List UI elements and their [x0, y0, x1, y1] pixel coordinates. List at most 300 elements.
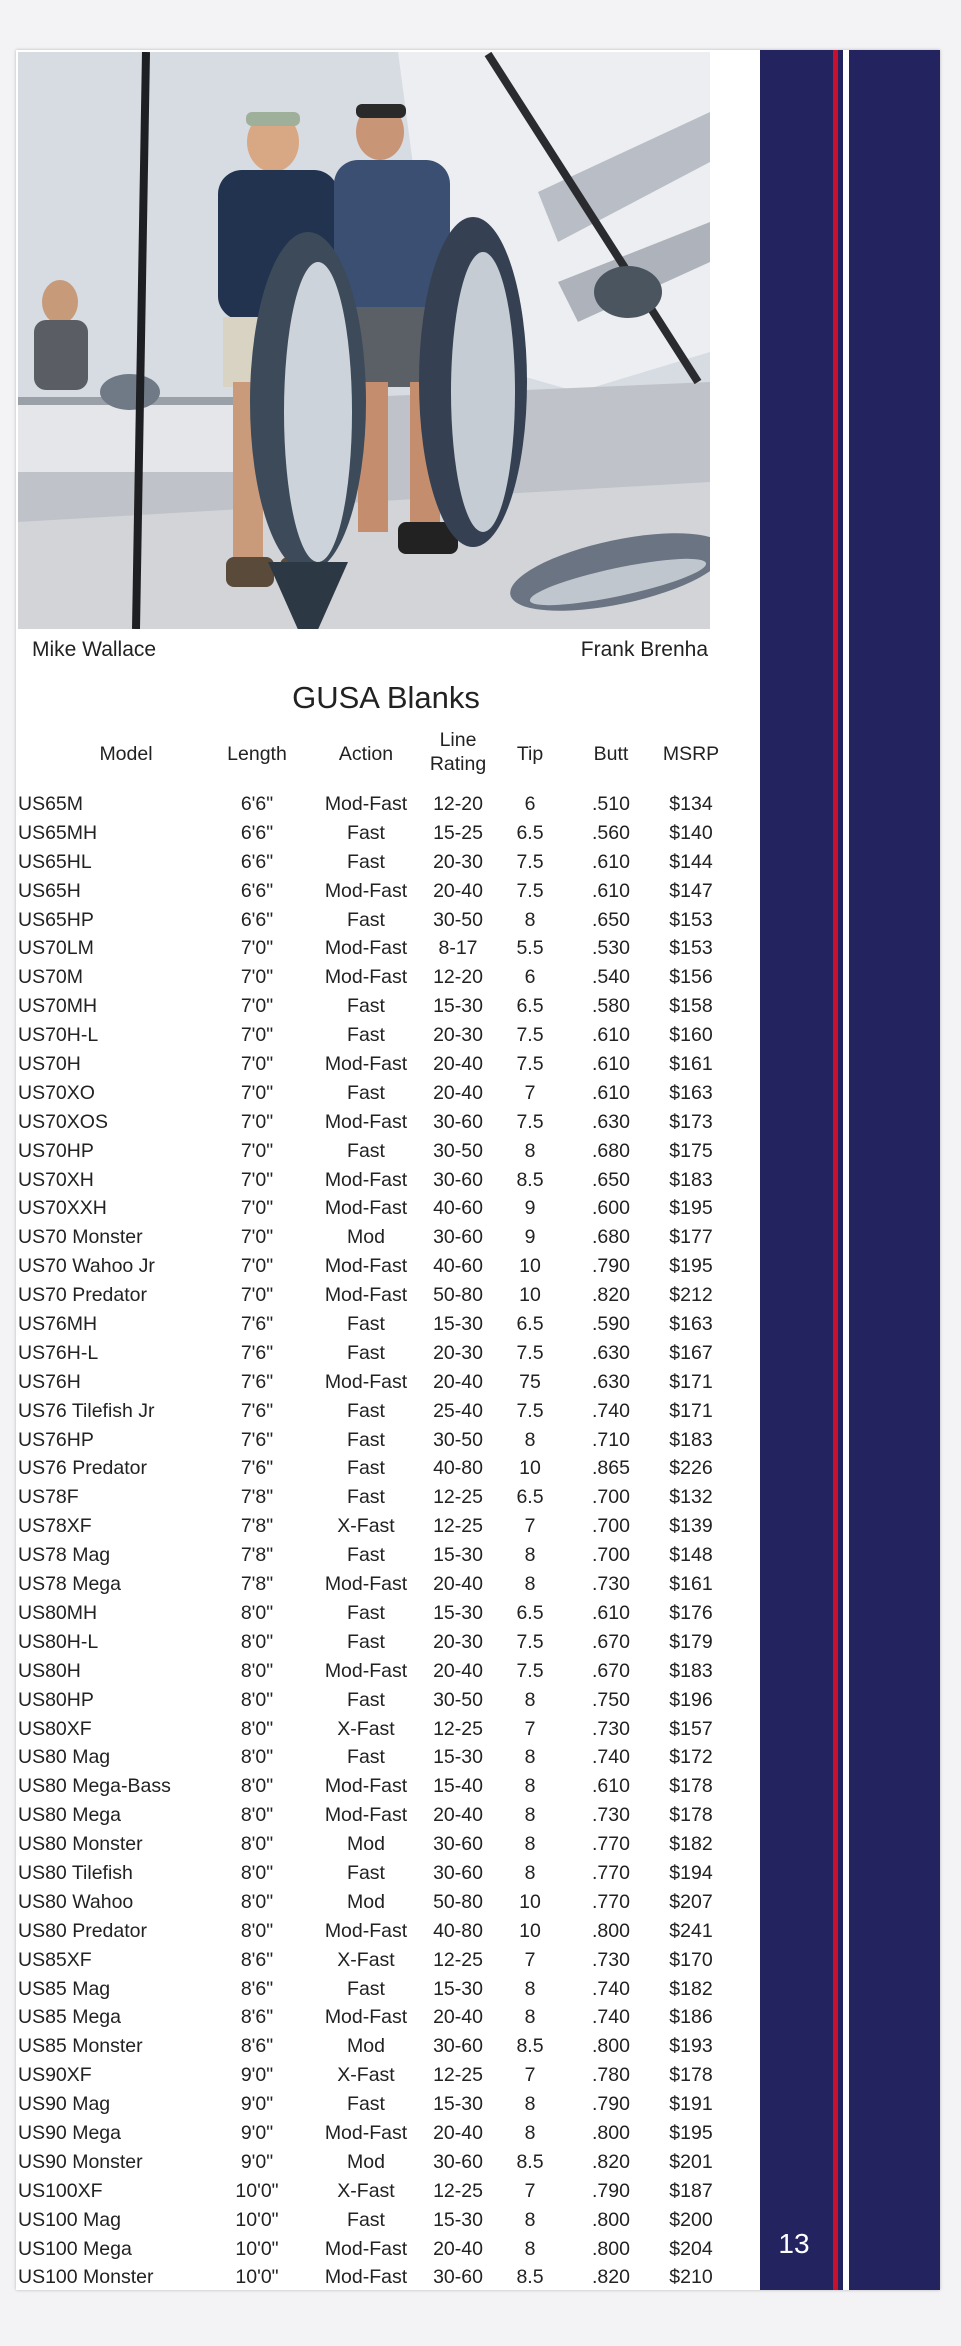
cell-line-rating: 12-25: [433, 1515, 483, 1538]
cell-line-rating: 15-30: [433, 2093, 483, 2116]
cell-action: Mod: [347, 2150, 385, 2173]
cell-butt: .680: [592, 1226, 630, 1249]
cell-model: US65MH: [18, 821, 98, 844]
cell-butt: .820: [592, 2266, 630, 2289]
cell-line-rating: 30-60: [433, 1168, 483, 1191]
cell-length: 7'8": [240, 1486, 274, 1509]
cell-length: 8'0": [240, 1919, 274, 1942]
cell-action: Fast: [347, 1081, 385, 1104]
cell-msrp: $179: [669, 1630, 713, 1653]
cell-model: US70LM: [18, 937, 94, 960]
cell-line-rating: 30-50: [433, 1688, 483, 1711]
cell-model: US90 Mag: [18, 2093, 111, 2116]
header-length: Length: [227, 743, 287, 765]
cell-msrp: $241: [669, 1919, 713, 1942]
cell-action: Fast: [347, 1457, 385, 1480]
cell-model: US90XF: [18, 2064, 92, 2087]
cell-line-rating: 40-60: [433, 1197, 483, 1220]
cell-model: US100 Mega: [18, 2237, 132, 2260]
cell-model: US80 Mega: [18, 1804, 121, 1827]
cell-line-rating: 30-60: [433, 2150, 483, 2173]
cell-tip: 10: [519, 1890, 541, 1913]
cell-butt: .610: [592, 850, 630, 873]
cell-tip: 8: [524, 1804, 536, 1827]
cell-msrp: $175: [669, 1139, 713, 1162]
cell-tip: 75: [519, 1370, 541, 1393]
cell-model: US70XOS: [18, 1110, 108, 1133]
cell-butt: .540: [592, 966, 630, 989]
cell-msrp: $210: [669, 2266, 713, 2289]
cell-butt: .730: [592, 1804, 630, 1827]
cell-line-rating: 50-80: [433, 1890, 483, 1913]
cell-model: US76 Predator: [18, 1457, 147, 1480]
cell-length: 8'0": [240, 1717, 274, 1740]
cell-tip: 8: [524, 2093, 536, 2116]
cell-model: US80HP: [18, 1688, 94, 1711]
cell-line-rating: 30-60: [433, 1110, 483, 1133]
cell-length: 8'0": [240, 1833, 274, 1856]
cell-model: US78 Mega: [18, 1573, 121, 1596]
table-row: [16, 1483, 756, 1512]
cell-model: US65M: [18, 793, 84, 815]
table-row: [16, 2263, 756, 2290]
cell-tip: 8: [524, 1573, 536, 1596]
cell-length: 7'0": [240, 1024, 274, 1047]
cell-model: US85XF: [18, 1948, 92, 1971]
table-row: [16, 2148, 756, 2177]
header-line-rating: [416, 728, 500, 776]
cell-tip: 8.5: [516, 2150, 544, 2173]
cell-action: Fast: [347, 1601, 385, 1624]
cell-line-rating: 20-40: [433, 879, 483, 902]
cell-msrp: $134: [669, 793, 713, 815]
cell-action: X-Fast: [337, 1515, 395, 1538]
table-row: [16, 2177, 756, 2206]
cell-length: 7'8": [240, 1573, 274, 1596]
cell-length: 6'6": [240, 908, 274, 931]
cell-tip: 6: [524, 793, 536, 815]
cell-msrp: $153: [669, 908, 713, 931]
cell-model: US80 Mag: [18, 1746, 111, 1769]
cell-action: Mod-Fast: [324, 1659, 408, 1682]
cell-model: US85 Monster: [18, 2035, 143, 2058]
cell-action: Fast: [347, 2093, 385, 2116]
caption-right: Frank Brenha: [580, 638, 708, 661]
cell-butt: .610: [592, 1053, 630, 1076]
cell-butt: .610: [592, 1081, 630, 1104]
table-row: [16, 1859, 756, 1888]
cell-length: 8'0": [240, 1746, 274, 1769]
cell-model: US76MH: [18, 1313, 98, 1336]
cell-line-rating: 20-40: [433, 2237, 483, 2260]
table-row: [16, 1426, 756, 1455]
cell-butt: .580: [592, 995, 630, 1018]
cell-butt: .670: [592, 1630, 630, 1653]
table-row: [16, 934, 756, 963]
cell-line-rating: 20-30: [433, 1024, 483, 1047]
cell-butt: .610: [592, 1024, 630, 1047]
cell-butt: .630: [592, 1110, 630, 1133]
cell-tip: 7.5: [516, 850, 544, 873]
table-title: GUSA Blanks: [292, 680, 480, 715]
cell-tip: 7: [524, 1948, 536, 1971]
header-line-rating-line2: Rating: [429, 753, 487, 775]
cell-tip: 7.5: [516, 1659, 544, 1682]
cell-tip: 10: [519, 1284, 541, 1307]
cell-line-rating: 12-25: [433, 1486, 483, 1509]
cell-action: Fast: [347, 1977, 385, 2000]
cell-msrp: $182: [669, 1833, 713, 1856]
cell-msrp: $153: [669, 937, 713, 960]
cell-tip: 7.5: [516, 1630, 544, 1653]
cell-length: 7'6": [240, 1457, 274, 1480]
cell-model: US65H: [18, 879, 81, 902]
cell-length: 8'6": [240, 1977, 274, 2000]
cell-butt: .800: [592, 2208, 630, 2231]
cell-length: 7'6": [240, 1428, 274, 1451]
cell-butt: .670: [592, 1659, 630, 1682]
cell-butt: .630: [592, 1341, 630, 1364]
cell-tip: 8: [524, 1977, 536, 2000]
cell-butt: .710: [592, 1428, 630, 1451]
cell-action: Fast: [347, 1313, 385, 1336]
cell-msrp: $207: [669, 1890, 713, 1913]
cell-action: Mod-Fast: [324, 1168, 408, 1191]
cell-line-rating: 12-20: [433, 966, 483, 989]
cell-butt: .730: [592, 1573, 630, 1596]
table-row: [16, 1512, 756, 1541]
cell-line-rating: 15-40: [433, 1775, 483, 1798]
cell-tip: 7.5: [516, 879, 544, 902]
cell-model: US70 Wahoo Jr: [18, 1255, 155, 1278]
cell-model: US85 Mega: [18, 2006, 121, 2029]
cell-line-rating: 30-50: [433, 1428, 483, 1451]
cell-tip: 8: [524, 2208, 536, 2231]
cell-model: US65HL: [18, 850, 92, 873]
cell-line-rating: 20-30: [433, 1341, 483, 1364]
cell-tip: 7: [524, 2179, 536, 2202]
header-tip: Tip: [516, 743, 544, 765]
cell-action: X-Fast: [337, 2064, 395, 2087]
cell-model: US70MH: [18, 995, 98, 1018]
cell-msrp: $173: [669, 1110, 713, 1133]
cell-action: Fast: [347, 1139, 385, 1162]
cell-tip: 6.5: [516, 995, 544, 1018]
cell-length: 7'0": [240, 1284, 274, 1307]
cell-tip: 8: [524, 1861, 536, 1884]
cell-msrp: $160: [669, 1024, 713, 1047]
cell-line-rating: 30-60: [433, 2266, 483, 2289]
cell-model: US85 Mag: [18, 1977, 111, 2000]
cell-tip: 8: [524, 2237, 536, 2260]
cell-model: US80XF: [18, 1717, 92, 1740]
cell-msrp: $196: [669, 1688, 713, 1711]
cell-line-rating: 30-50: [433, 908, 483, 931]
cell-tip: 8: [524, 1544, 536, 1567]
cell-msrp: $195: [669, 1255, 713, 1278]
table-row: [16, 1628, 756, 1657]
cell-length: 7'0": [240, 1226, 274, 1249]
cell-butt: .800: [592, 2237, 630, 2260]
cell-action: Mod-Fast: [324, 1110, 408, 1133]
cell-tip: 8: [524, 1139, 536, 1162]
cell-butt: .560: [592, 821, 630, 844]
cell-length: 7'0": [240, 1110, 274, 1133]
header-model: Model: [99, 743, 153, 765]
cell-model: US70 Monster: [18, 1226, 143, 1249]
cell-line-rating: 8-17: [438, 937, 478, 960]
page-number: 13: [778, 2228, 810, 2259]
cell-action: Mod-Fast: [324, 2006, 408, 2029]
cell-tip: 9: [524, 1197, 536, 1220]
cell-length: 8'0": [240, 1861, 274, 1884]
cell-msrp: $176: [669, 1601, 713, 1624]
cell-msrp: $195: [669, 2121, 713, 2144]
cell-tip: 7.5: [516, 1399, 544, 1422]
cell-model: US70XH: [18, 1168, 94, 1191]
cell-butt: .750: [592, 1688, 630, 1711]
cell-tip: 7: [524, 1081, 536, 1104]
cell-msrp: $172: [669, 1746, 713, 1769]
cell-msrp: $139: [669, 1515, 713, 1538]
cell-line-rating: 15-30: [433, 1746, 483, 1769]
table-row: [16, 1166, 756, 1195]
cell-msrp: $171: [669, 1399, 713, 1422]
cell-action: Mod-Fast: [324, 2121, 408, 2144]
cell-butt: .800: [592, 2121, 630, 2144]
cell-msrp: $200: [669, 2208, 713, 2231]
cell-msrp: $140: [669, 821, 713, 844]
cell-action: Fast: [347, 1486, 385, 1509]
cell-butt: .770: [592, 1833, 630, 1856]
cell-line-rating: 30-50: [433, 1139, 483, 1162]
cell-model: US78XF: [18, 1515, 92, 1538]
cell-length: 7'6": [240, 1399, 274, 1422]
cell-model: US90 Monster: [18, 2150, 143, 2173]
cell-line-rating: 30-60: [433, 1226, 483, 1249]
cell-length: 8'6": [240, 2006, 274, 2029]
cell-line-rating: 20-40: [433, 1081, 483, 1104]
cell-msrp: $226: [669, 1457, 713, 1480]
cell-action: X-Fast: [337, 1717, 395, 1740]
cell-length: 7'0": [240, 1197, 274, 1220]
cell-model: US76H: [18, 1370, 81, 1393]
cell-tip: 6.5: [516, 1486, 544, 1509]
cell-length: 7'0": [240, 1255, 274, 1278]
cell-butt: .740: [592, 2006, 630, 2029]
cell-action: Mod-Fast: [324, 1370, 408, 1393]
cell-action: Fast: [347, 850, 385, 873]
table-row: [16, 1310, 756, 1339]
cell-length: 8'0": [240, 1659, 274, 1682]
cell-model: US76H-L: [18, 1341, 99, 1364]
cell-length: 8'6": [240, 1948, 274, 1971]
table-row: [16, 1599, 756, 1628]
cell-length: 8'0": [240, 1630, 274, 1653]
cell-tip: 6.5: [516, 821, 544, 844]
cell-msrp: $178: [669, 1775, 713, 1798]
cell-length: 7'0": [240, 937, 274, 960]
cell-tip: 7: [524, 1515, 536, 1538]
cell-length: 7'0": [240, 966, 274, 989]
cell-msrp: $178: [669, 2064, 713, 2087]
blanks-table: [16, 728, 756, 2290]
cell-tip: 7.5: [516, 1053, 544, 1076]
cell-action: Fast: [347, 1399, 385, 1422]
cell-butt: .865: [592, 1457, 630, 1480]
table-row: [16, 1252, 756, 1281]
cell-length: 7'8": [240, 1544, 274, 1567]
cell-line-rating: 15-30: [433, 1977, 483, 2000]
table-row: [16, 906, 756, 935]
cell-line-rating: 40-60: [433, 1255, 483, 1278]
cell-line-rating: 20-40: [433, 1573, 483, 1596]
cell-butt: .820: [592, 1284, 630, 1307]
header-butt: Butt: [593, 743, 629, 765]
fishing-photo: [18, 52, 710, 629]
cell-butt: .700: [592, 1544, 630, 1567]
catalog-page: [16, 50, 940, 2290]
cell-tip: 8: [524, 908, 536, 931]
cell-length: 9'0": [240, 2150, 274, 2173]
cell-line-rating: 20-40: [433, 1053, 483, 1076]
cell-msrp: $144: [669, 850, 713, 873]
cell-msrp: $195: [669, 1197, 713, 1220]
cell-length: 7'0": [240, 1081, 274, 1104]
cell-msrp: $170: [669, 1948, 713, 1971]
cell-msrp: $194: [669, 1861, 713, 1884]
cell-length: 8'0": [240, 1890, 274, 1913]
cell-action: Mod-Fast: [324, 2266, 408, 2289]
cell-model: US90 Mega: [18, 2121, 121, 2144]
cell-length: 7'0": [240, 1053, 274, 1076]
cell-length: 7'8": [240, 1515, 274, 1538]
cell-model: US80 Tilefish: [18, 1861, 133, 1884]
cell-msrp: $167: [669, 1341, 713, 1364]
cell-line-rating: 15-25: [433, 821, 483, 844]
cell-length: 6'6": [240, 850, 274, 873]
cell-length: 10'0": [235, 2208, 279, 2231]
table-row: [16, 819, 756, 848]
cell-model: US70 Predator: [18, 1284, 147, 1307]
cell-line-rating: 30-60: [433, 1861, 483, 1884]
cell-length: 8'6": [240, 2035, 274, 2058]
cell-butt: .610: [592, 1601, 630, 1624]
cell-line-rating: 20-40: [433, 1804, 483, 1827]
cell-tip: 8.5: [516, 2035, 544, 2058]
cell-butt: .680: [592, 1139, 630, 1162]
cell-msrp: $183: [669, 1428, 713, 1451]
cell-line-rating: 15-30: [433, 1544, 483, 1567]
cell-length: 6'6": [240, 793, 274, 815]
cell-length: 6'6": [240, 879, 274, 902]
cell-line-rating: 15-30: [433, 2208, 483, 2231]
cell-action: Fast: [347, 2208, 385, 2231]
cell-line-rating: 15-30: [433, 1313, 483, 1336]
cell-action: Fast: [347, 1630, 385, 1653]
side-band: [760, 50, 940, 2290]
cell-action: Fast: [347, 1428, 385, 1451]
caption-left: Mike Wallace: [32, 638, 157, 661]
cell-tip: 6.5: [516, 1313, 544, 1336]
cell-length: 10'0": [235, 2237, 279, 2260]
cell-line-rating: 12-25: [433, 1948, 483, 1971]
table-row: [16, 1108, 756, 1137]
table-row: [16, 790, 756, 819]
cell-action: Fast: [347, 1861, 385, 1884]
cell-tip: 7.5: [516, 1024, 544, 1047]
cell-msrp: $178: [669, 1804, 713, 1827]
cell-tip: 8: [524, 1428, 536, 1451]
cell-butt: .740: [592, 1746, 630, 1769]
cell-butt: .790: [592, 1255, 630, 1278]
table-row: [16, 1194, 756, 1223]
cell-tip: 9: [524, 1226, 536, 1249]
table-row: [16, 1454, 756, 1483]
cell-model: US70M: [18, 966, 84, 989]
cell-msrp: $163: [669, 1081, 713, 1104]
cell-butt: .740: [592, 1977, 630, 2000]
cell-model: US70H: [18, 1053, 81, 1076]
cell-butt: .790: [592, 2179, 630, 2202]
cell-tip: 8: [524, 1746, 536, 1769]
cell-msrp: $161: [669, 1053, 713, 1076]
cell-butt: .730: [592, 1948, 630, 1971]
cell-msrp: $158: [669, 995, 713, 1018]
cell-model: US70HP: [18, 1139, 94, 1162]
cell-butt: .740: [592, 1399, 630, 1422]
cell-action: Mod-Fast: [324, 937, 408, 960]
table-row: [16, 1079, 756, 1108]
cell-model: US70XXH: [18, 1197, 107, 1220]
cell-model: US80 Monster: [18, 1833, 143, 1856]
cell-msrp: $212: [669, 1284, 713, 1307]
table-row: [16, 1050, 756, 1079]
header-line-rating-line1: Line: [439, 729, 477, 751]
cell-action: Mod-Fast: [324, 1804, 408, 1827]
cell-model: US65HP: [18, 908, 94, 931]
white-stripe: [843, 50, 849, 2290]
cell-line-rating: 12-25: [433, 2064, 483, 2087]
table-row: [16, 1339, 756, 1368]
cell-msrp: $157: [669, 1717, 713, 1740]
cell-tip: 6.5: [516, 1601, 544, 1624]
table-header: [16, 728, 756, 790]
cell-action: Mod-Fast: [324, 1284, 408, 1307]
cell-line-rating: 20-40: [433, 2006, 483, 2029]
cell-msrp: $183: [669, 1659, 713, 1682]
table-row: [16, 1137, 756, 1166]
cell-action: Fast: [347, 995, 385, 1018]
cell-length: 7'6": [240, 1341, 274, 1364]
cell-model: US76HP: [18, 1428, 94, 1451]
cell-msrp: $147: [669, 879, 713, 902]
table-row: [16, 1801, 756, 1830]
cell-length: 9'0": [240, 2064, 274, 2087]
table-row: [16, 1223, 756, 1252]
cell-model: US76 Tilefish Jr: [18, 1399, 155, 1422]
cell-model: US70H-L: [18, 1024, 99, 1047]
cell-model: US70XO: [18, 1081, 95, 1104]
cell-msrp: $193: [669, 2035, 713, 2058]
cell-length: 7'0": [240, 1168, 274, 1191]
cell-butt: .650: [592, 1168, 630, 1191]
table-row: [16, 2235, 756, 2264]
cell-butt: .610: [592, 1775, 630, 1798]
cell-action: Mod: [347, 1833, 385, 1856]
cell-line-rating: 25-40: [433, 1399, 483, 1422]
cell-length: 9'0": [240, 2093, 274, 2116]
